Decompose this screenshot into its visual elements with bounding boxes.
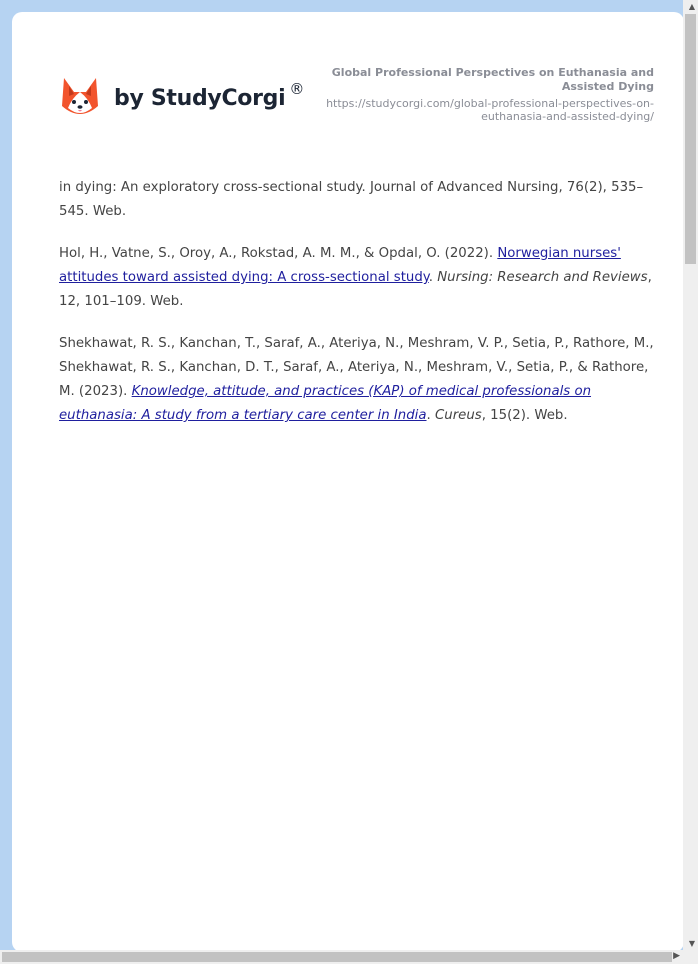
- horizontal-scroll-thumb[interactable]: [2, 952, 672, 962]
- reference-journal: Cureus: [434, 408, 482, 423]
- vertical-scrollbar[interactable]: [683, 0, 698, 950]
- scroll-down-icon[interactable]: ▼: [688, 939, 695, 948]
- scroll-up-icon[interactable]: ▲: [688, 2, 695, 11]
- corgi-logo-icon: [60, 76, 100, 120]
- reference-item: Shekhawat, R. S., Kanchan, T., Saraf, A., Ateriya, N., Meshram, V. P., Setia, P., Rathore, M., Shekhawat, R. S., Kanchan, D. T., Saraf, A., Ateriya, N., Meshram, V., Setia, P., & Rathore, M. (2023). Knowledge, attitude, and practices (KAP) of medical professionals on euthanasia: A study from a tertiary care center in India. Cureus, 15(2). Web.: [59, 336, 654, 423]
- brand-name: [114, 79, 305, 111]
- document-title: Global Professional Perspectives on Euthanasia and Assisted Dying: [331, 66, 654, 93]
- references-list: [59, 176, 659, 446]
- reference-journal: Nursing: Research and Reviews: [437, 270, 648, 285]
- registered-mark: ®: [289, 79, 305, 98]
- vertical-scroll-thumb[interactable]: [685, 14, 696, 264]
- scroll-right-icon[interactable]: ▶: [673, 951, 680, 961]
- logo[interactable]: [60, 76, 304, 120]
- document-url[interactable]: https://studycorgi.com/global-professional-perspectives-on-euthanasia-and-assisted-dying/: [326, 97, 654, 123]
- reference-authors: Hol, H., Vatne, S., Oroy, A., Rokstad, A. M. M., & Opdal, O. (2022).: [59, 246, 498, 261]
- reference-tail: , 15(2). Web.: [481, 408, 568, 423]
- document-header: [294, 66, 654, 123]
- reference-authors: Shekhawat, R. S., Kanchan, T., Saraf, A., Ateriya, N., Meshram, V. P., Setia, P., Rathore, M., Shekhawat, R. S., Kanchan, D. T., Saraf, A., Ateriya, N., Meshram, V., Setia, P., & Rathore, M. (2023).: [59, 336, 654, 399]
- document-page: [12, 12, 684, 952]
- reference-item: [59, 176, 659, 224]
- reference-item: Hol, H., Vatne, S., Oroy, A., Rokstad, A. M. M., & Opdal, O. (2022). Norwegian nurses' attitudes toward assisted dying: A cross-sectional study. Nursing: Research and Reviews, 12, 101–109. Web.: [59, 246, 652, 309]
- scrollbar-corner: [683, 950, 698, 964]
- reference-text: in dying: An exploratory cross-sectional study. Journal of Advanced Nursing, 76(2), 535–545. Web.: [59, 180, 644, 219]
- reference-link[interactable]: Norwegian nurses' attitudes toward assisted dying: A cross-sectional study: [59, 246, 621, 285]
- brand-text: by StudyCorgi: [114, 85, 286, 111]
- horizontal-scrollbar[interactable]: [0, 950, 698, 964]
- reference-tail: , 12, 101–109. Web.: [59, 270, 652, 309]
- reference-link-text[interactable]: Knowledge, attitude, and practices (KAP) of medical professionals on euthanasia: A study from a tertiary care center in India: [59, 384, 592, 423]
